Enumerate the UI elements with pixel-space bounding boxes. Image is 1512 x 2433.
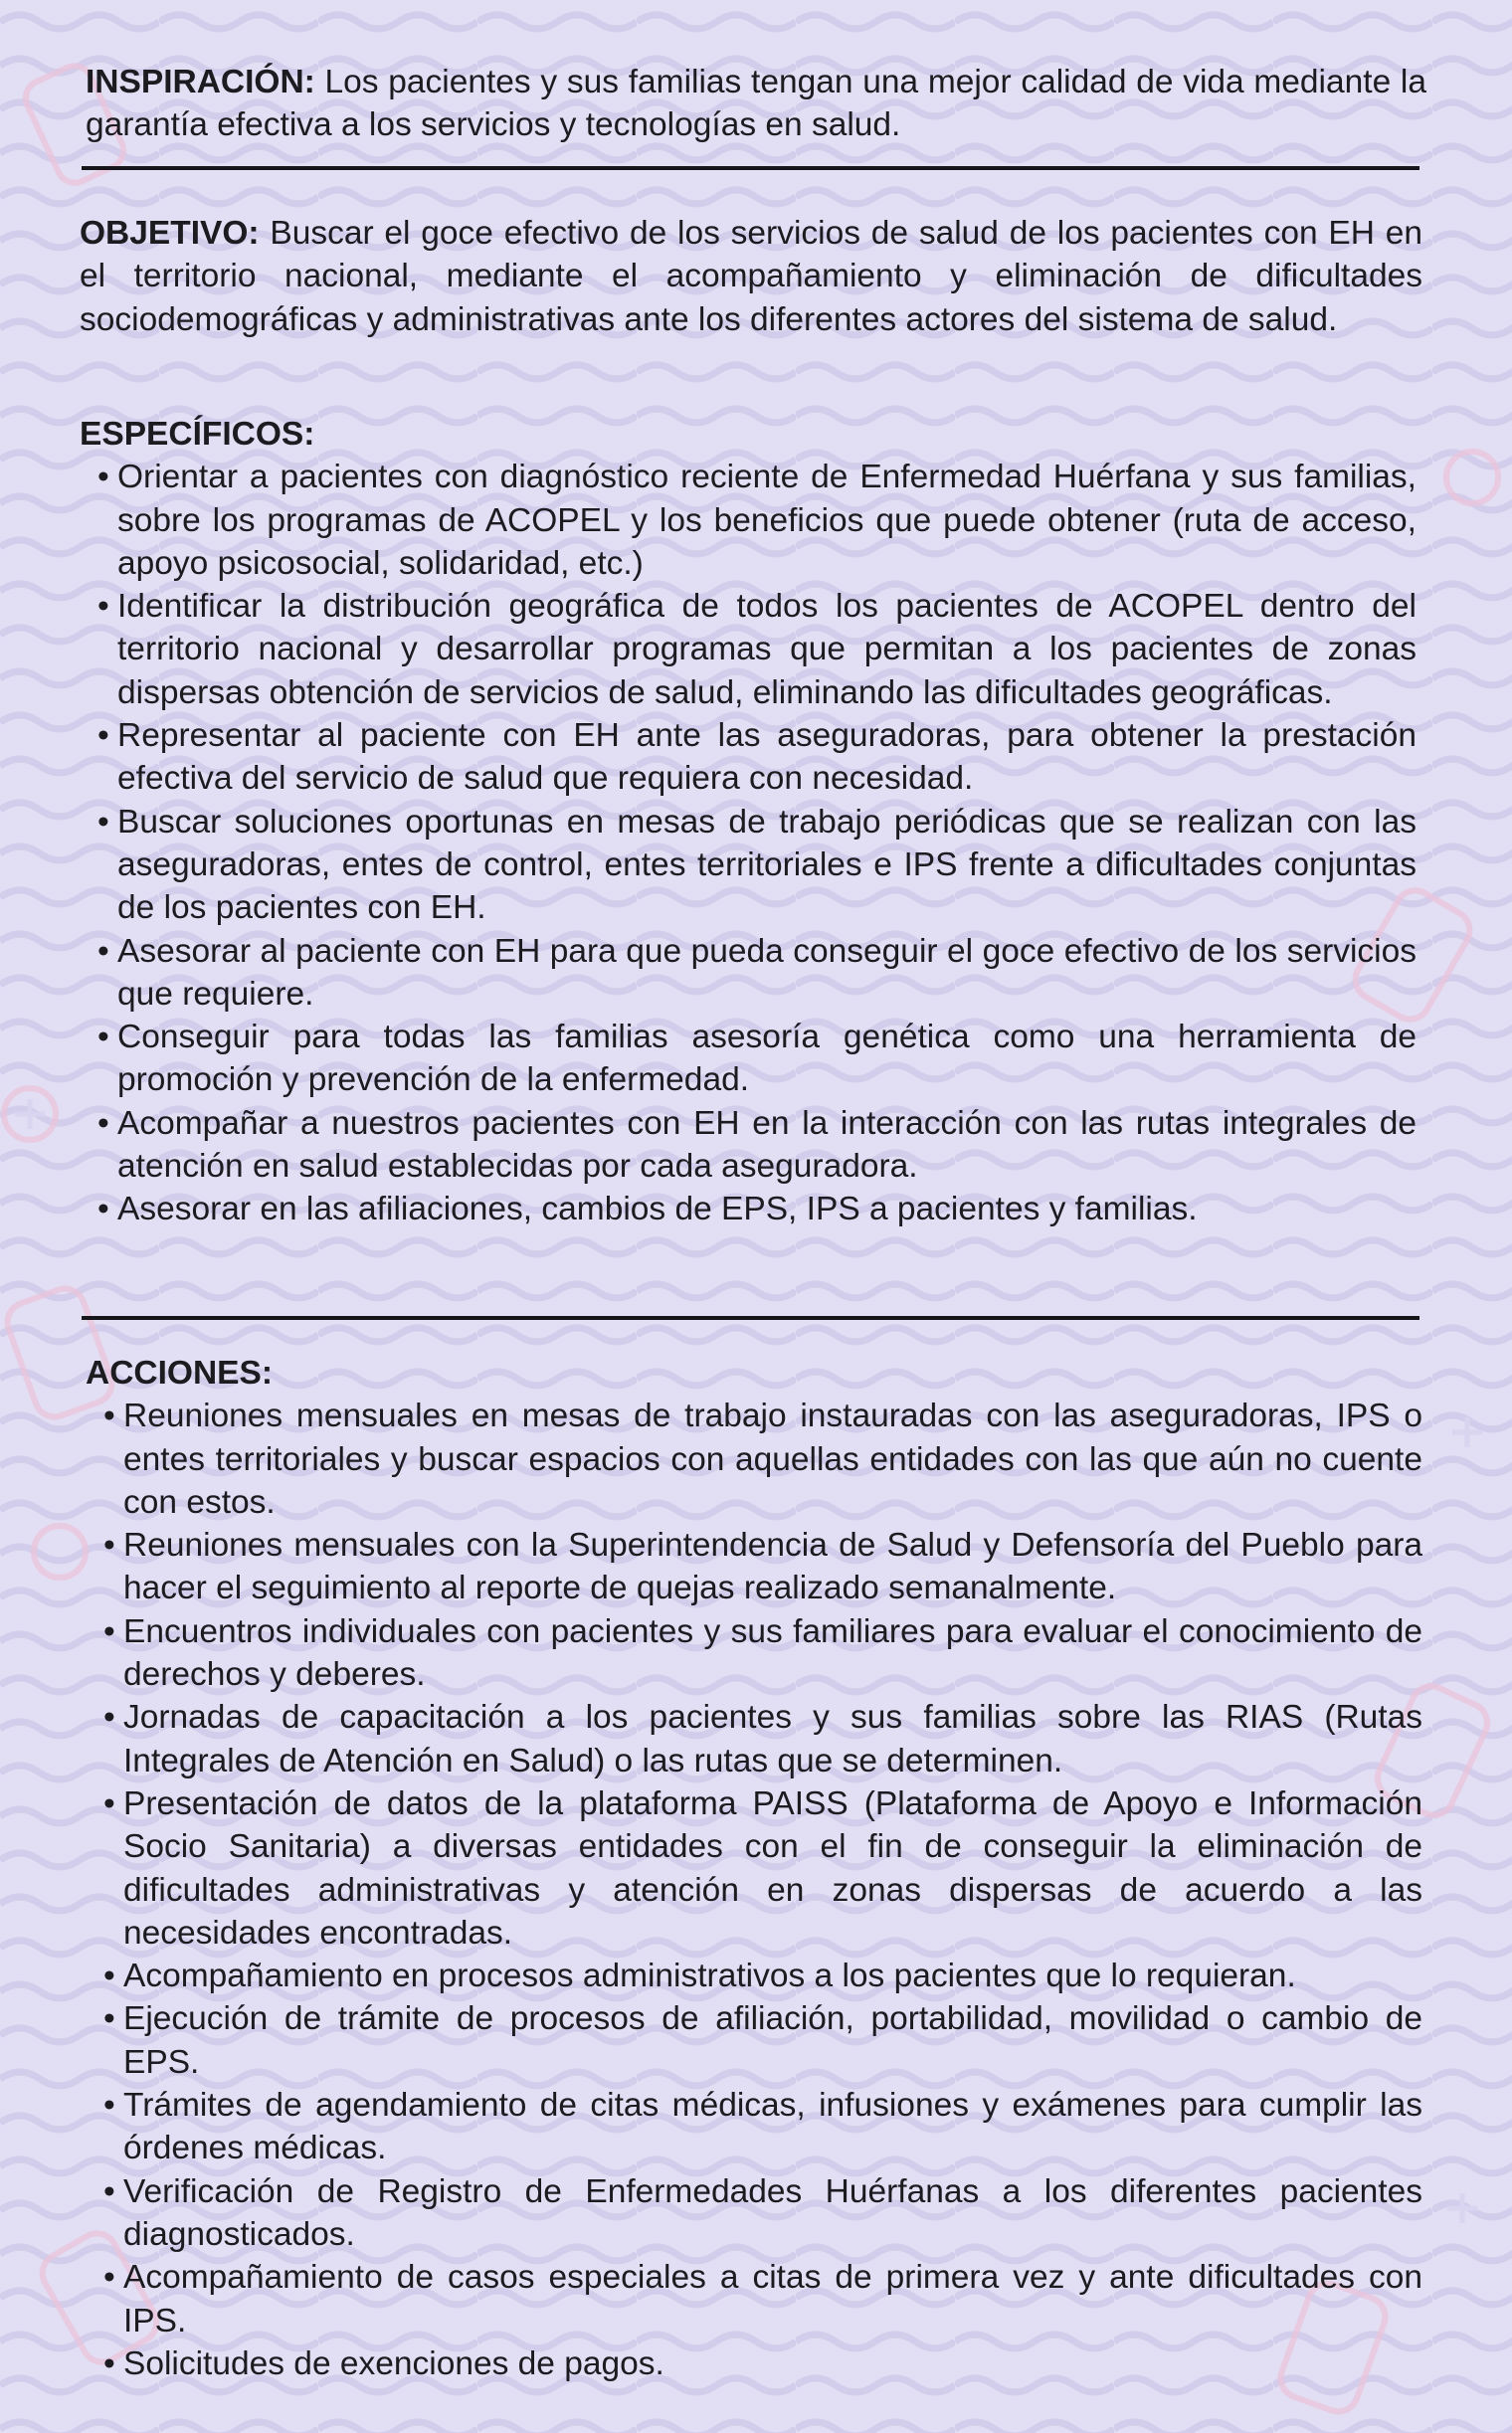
list-item-text: Acompañamiento en procesos administrativos a los pacientes que lo requieran. — [123, 1958, 1296, 1995]
divider-middle — [82, 1316, 1419, 1320]
list-item-text: Buscar soluciones oportunas en mesas de trabajo periódicas que se realizan con las aseguradoras, entes de control, entes territoriales e IPS frente a dificultades conjuntas de los pacientes con EH. — [117, 803, 1417, 927]
divider-top — [82, 166, 1419, 170]
especificos-list — [80, 456, 1417, 1230]
list-item-text: Presentación de datos de la plataforma PAISS (Plataforma de Apoyo e Información Socio Sanitaria) a diversas entidades con el fin de conseguir la eliminación de dificultades administrativas y atención en zonas dispersas de acuerdo a las necesidades encontradas. — [123, 1784, 1422, 1952]
bullet: • — [97, 717, 109, 755]
bullet: • — [97, 459, 109, 496]
list-item-text: Encuentros individuales con pacientes y sus familiares para evaluar el conocimiento de derechos y deberes. — [123, 1612, 1422, 1694]
bullet: • — [103, 1398, 115, 1435]
list-item-text: Asesorar en las afiliaciones, cambios de EPS, IPS a pacientes y familias. — [117, 1191, 1198, 1228]
list-item — [80, 1016, 1417, 1102]
list-item-text: Representar al paciente con EH ante las aseguradoras, para obtener la prestación efectiva del servicio de salud que requiera con necesidad. — [117, 717, 1417, 798]
list-item — [86, 2170, 1422, 2257]
bullet: • — [97, 803, 109, 841]
bullet: • — [97, 1019, 109, 1056]
list-item — [86, 1997, 1422, 2084]
list-item — [80, 1188, 1417, 1230]
list-item-text: Solicitudes de exenciones de pagos. — [123, 2344, 664, 2382]
objetivo-section — [80, 212, 1422, 341]
inspiracion-label: INSPIRACIÓN: — [86, 64, 315, 100]
acciones-section — [86, 1352, 1422, 2385]
bullet: • — [103, 2172, 115, 2210]
acciones-heading: ACCIONES: — [86, 1355, 273, 1392]
bullet: • — [103, 1958, 115, 1995]
bullet: • — [103, 1527, 115, 1565]
list-item — [86, 1524, 1422, 1610]
list-item — [80, 714, 1417, 801]
list-item-text: Reuniones mensuales con la Superintendencia de Salud y Defensoría del Pueblo para hacer el seguimiento al reporte de quejas realizado semanalmente. — [123, 1527, 1422, 1607]
list-item — [86, 1696, 1422, 1782]
inspiracion-text: Los pacientes y sus familias tengan una mejor calidad de vida mediante la garantía efectiva a los servicios y tecnologías en salud. — [86, 64, 1426, 144]
list-item-text: Trámites de agendamiento de citas médicas, infusiones y exámenes para cumplir las órdenes médicas. — [123, 2087, 1422, 2167]
bullet: • — [97, 932, 109, 970]
list-item-text: Reuniones mensuales en mesas de trabajo instauradas con las aseguradoras, IPS o entes territoriales y buscar espacios con aquellas entidades con las que aún no cuente con estos. — [123, 1398, 1422, 1521]
list-item — [86, 1610, 1422, 1697]
bullet: • — [97, 1104, 109, 1142]
list-item — [86, 1782, 1422, 1955]
acciones-list — [86, 1395, 1422, 2385]
especificos-section — [80, 413, 1417, 1231]
list-item-text: Verificación de Registro de Enfermedades Huérfanas a los diferentes pacientes diagnosticados. — [123, 2172, 1422, 2253]
list-item — [86, 2256, 1422, 2342]
inspiracion-section — [86, 61, 1426, 147]
bullet: • — [103, 2087, 115, 2125]
bullet: • — [97, 588, 109, 626]
bullet: • — [103, 1699, 115, 1737]
bullet: • — [103, 1612, 115, 1650]
bullet: • — [103, 2344, 115, 2382]
list-item — [86, 1955, 1422, 1997]
objetivo-text: Buscar el goce efectivo de los servicios de salud de los pacientes con EH en el territorio nacional, mediante el acompañamiento y eliminación de dificultades sociodemográficas y administrativas ante los diferentes actores del sistema de salud. — [80, 215, 1422, 338]
bullet: • — [103, 2259, 115, 2297]
list-item — [80, 585, 1417, 714]
list-item-text: Orientar a pacientes con diagnóstico reciente de Enfermedad Huérfana y sus familias, sobre los programas de ACOPEL y los beneficios que puede obtener (ruta de acceso, apoyo psicosocial, solidaridad, etc.) — [117, 459, 1417, 582]
bullet: • — [103, 2000, 115, 2038]
list-item-text: Ejecución de trámite de procesos de afiliación, portabilidad, movilidad o cambio de EPS. — [123, 2000, 1422, 2081]
list-item — [86, 2342, 1422, 2385]
list-item-text: Jornadas de capacitación a los pacientes y sus familias sobre las RIAS (Rutas Integrales de Atención en Salud) o las rutas que se determinen. — [123, 1699, 1422, 1779]
list-item — [80, 930, 1417, 1017]
list-item — [80, 456, 1417, 585]
bullet: • — [103, 1784, 115, 1822]
list-item — [86, 1395, 1422, 1524]
list-item-text: Conseguir para todas las familias asesoría genética como una herramienta de promoción y prevención de la enfermedad. — [117, 1019, 1417, 1099]
list-item — [80, 1102, 1417, 1189]
objetivo-label: OBJETIVO: — [80, 215, 260, 252]
list-item-text: Identificar la distribución geográfica de todos los pacientes de ACOPEL dentro del territorio nacional y desarrollar programas que permitan a los pacientes de zonas dispersas obtención de servicios de salud, eliminando las dificultades geográficas. — [117, 588, 1417, 711]
especificos-heading: ESPECÍFICOS: — [80, 416, 315, 453]
list-item-text: Asesorar al paciente con EH para que pueda conseguir el goce efectivo de los servicios que requiere. — [117, 932, 1417, 1013]
list-item-text: Acompañamiento de casos especiales a citas de primera vez y ante dificultades con IPS. — [123, 2259, 1422, 2339]
list-item — [80, 801, 1417, 930]
bullet: • — [97, 1191, 109, 1228]
list-item-text: Acompañar a nuestros pacientes con EH en la interacción con las rutas integrales de atención en salud establecidas por cada aseguradora. — [117, 1104, 1417, 1186]
list-item — [86, 2084, 1422, 2170]
